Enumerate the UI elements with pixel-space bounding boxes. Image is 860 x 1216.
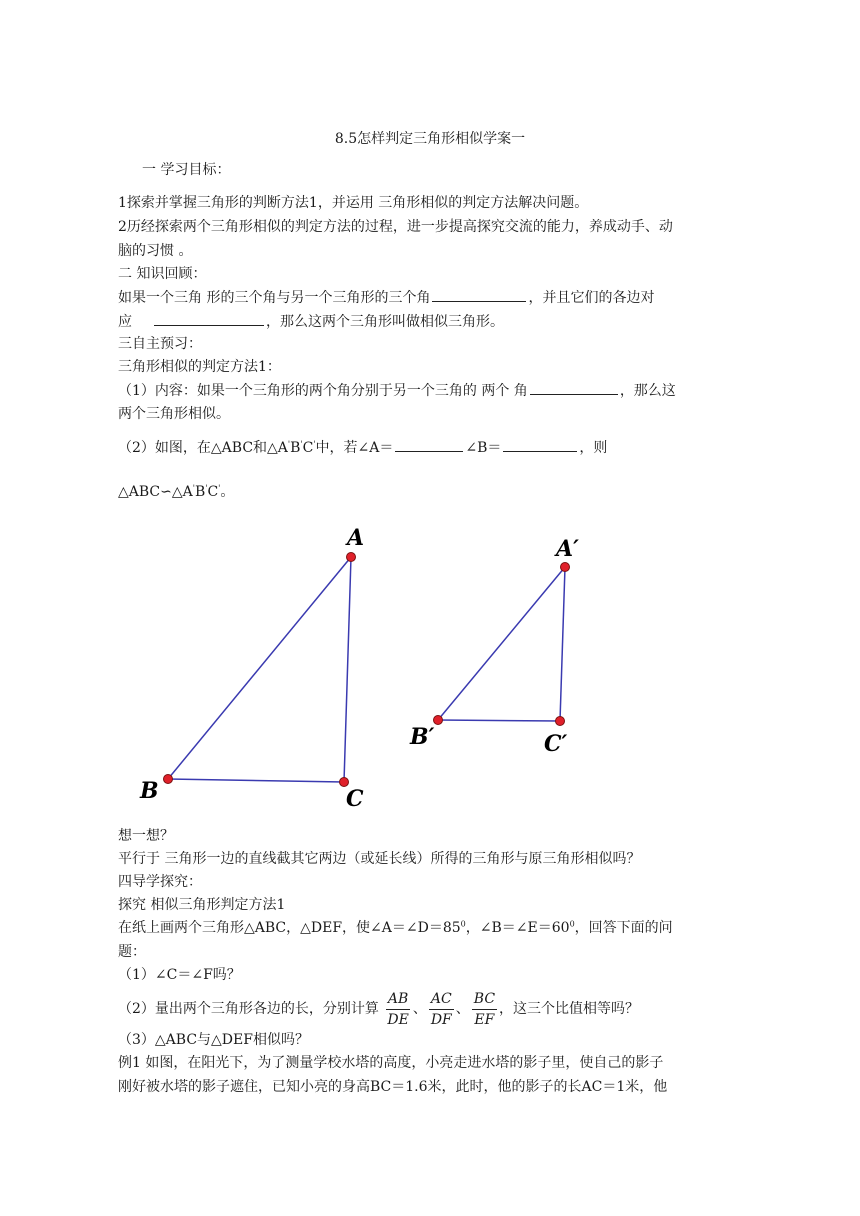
conclusion-text-3: C bbox=[207, 484, 219, 500]
degree-mark: 0 bbox=[460, 919, 466, 929]
point-b-prime bbox=[434, 716, 443, 725]
side-ac bbox=[344, 557, 351, 782]
review-line-1 bbox=[118, 287, 654, 308]
conclusion-line bbox=[118, 482, 234, 502]
fill-blank-4[interactable] bbox=[395, 437, 463, 452]
side-a-prime-b-prime bbox=[438, 567, 565, 720]
item-2-text-4: 中，若∠A＝ bbox=[315, 440, 394, 456]
conclusion-text-1: △ABC∽△A bbox=[118, 484, 193, 500]
draw-text-1: 在纸上画两个三角形△ABC，△DEF，使∠A＝∠D＝85 bbox=[118, 920, 461, 936]
fraction-numerator: AB bbox=[386, 989, 410, 1010]
label-a-prime: A′ bbox=[556, 536, 579, 562]
review-line-2 bbox=[118, 311, 504, 332]
item-2-text-1: （2）如图，在△ABC和△A bbox=[118, 440, 288, 456]
method-1-heading: 三角形相似的判定方法1： bbox=[118, 359, 281, 375]
draw-text-3: ，回答下面的问 bbox=[574, 920, 673, 936]
think-heading: 想一想？ bbox=[118, 828, 174, 844]
item-1-line-2: 两个三角形相似。 bbox=[118, 406, 230, 422]
draw-line-1 bbox=[118, 918, 673, 938]
item-2-text-6: ，则 bbox=[579, 440, 608, 456]
think-question: 平行于 三角形一边的直线截其它两边（或延长线）所得的三角形与原三角形相似吗？ bbox=[118, 851, 641, 867]
review-text-1: 如果一个三角 形的三个角与另一个三角形的三个角 bbox=[118, 290, 431, 306]
item-2-text-5: ∠B＝ bbox=[465, 440, 502, 456]
point-a bbox=[347, 553, 356, 562]
prime-mark: ' bbox=[300, 439, 303, 449]
point-a-prime bbox=[561, 563, 570, 572]
fraction-denominator: DF bbox=[430, 1011, 452, 1028]
side-bc bbox=[168, 779, 344, 782]
prime-mark: ' bbox=[205, 483, 208, 493]
item-2-text-2: B bbox=[290, 440, 301, 456]
draw-line-2: 题： bbox=[118, 944, 146, 960]
item-2-line bbox=[118, 437, 607, 458]
label-a: A bbox=[347, 525, 365, 551]
conclusion-text-4: 。 bbox=[220, 484, 235, 500]
side-a-prime-c-prime bbox=[560, 567, 565, 721]
label-c: C bbox=[346, 786, 364, 812]
item-1-line-1 bbox=[118, 380, 676, 401]
question-2 bbox=[118, 988, 639, 1030]
review-text-3: 应 bbox=[118, 314, 132, 330]
question-2-text-1: （2）量出两个三角形各边的长，分别计算 bbox=[118, 1001, 379, 1017]
label-c-prime: C′ bbox=[544, 731, 568, 757]
explore-heading: 探究 相似三角形判定方法1 bbox=[118, 897, 286, 913]
prime-mark: ' bbox=[192, 483, 195, 493]
question-1: （1）∠C＝∠F吗？ bbox=[118, 967, 241, 983]
draw-text-2: ，∠B＝∠E＝60 bbox=[465, 920, 570, 936]
fraction-numerator: AC bbox=[429, 989, 454, 1010]
prime-mark: ' bbox=[313, 439, 316, 449]
fill-blank-3[interactable] bbox=[530, 380, 618, 395]
fraction-numerator: BC bbox=[472, 989, 497, 1010]
fill-blank-5[interactable] bbox=[503, 437, 577, 452]
prime-mark: ' bbox=[287, 439, 291, 449]
section-4-heading: 四导学探究： bbox=[118, 874, 202, 890]
fraction-ac-df bbox=[429, 989, 454, 1030]
label-b-prime: B′ bbox=[410, 724, 435, 750]
fill-blank-1[interactable] bbox=[432, 287, 526, 302]
side-b-prime-c-prime bbox=[438, 720, 560, 721]
section-1-heading: 一 学习目标： bbox=[142, 162, 231, 178]
fraction-bc-ef bbox=[472, 989, 497, 1030]
separator: 、 bbox=[455, 1001, 470, 1017]
example-1-line-1: 例1 如图，在阳光下，为了测量学校水塔的高度，小亮走进水塔的影子里，使自己的影子 bbox=[118, 1055, 664, 1071]
review-text-4: ，那么这两个三角形叫做相似三角形。 bbox=[266, 314, 504, 330]
conclusion-text-2: B bbox=[194, 484, 206, 500]
degree-mark: 0 bbox=[569, 919, 575, 929]
fill-blank-2[interactable] bbox=[154, 311, 264, 326]
point-b bbox=[164, 775, 173, 784]
fraction-ab-de bbox=[385, 989, 410, 1030]
page-title: 8.5怎样判定三角形相似学案一 bbox=[334, 131, 526, 147]
goal-2-line-1: 2历经探索两个三角形相似的判定方法的过程，进一步提高探究交流的能力，养成动手、动 bbox=[118, 219, 673, 235]
prime-mark: ' bbox=[218, 483, 221, 493]
triangle-abc bbox=[139, 525, 364, 812]
section-2-heading: 二 知识回顾： bbox=[118, 266, 207, 282]
separator: 、 bbox=[412, 1001, 427, 1017]
fraction-denominator: EF bbox=[474, 1011, 495, 1028]
point-c-prime bbox=[556, 717, 565, 726]
item-2-text-3: C bbox=[302, 440, 314, 456]
label-b: B bbox=[140, 778, 159, 804]
goal-2-line-2: 脑的习惯 。 bbox=[118, 243, 193, 259]
triangle-figure bbox=[0, 510, 860, 820]
fraction-denominator: DE bbox=[387, 1011, 409, 1028]
item-1-text-2: ，那么这 bbox=[619, 383, 676, 399]
goal-1: 1探索并掌握三角形的判断方法1，并运用 三角形相似的判定方法解决问题。 bbox=[118, 195, 589, 211]
review-text-2: ，并且它们的各边对 bbox=[528, 290, 655, 306]
example-1-line-2: 刚好被水塔的影子遮住，已知小亮的身高BC＝1.6米，此时，他的影子的长AC＝1米，他 bbox=[118, 1079, 668, 1095]
item-1-text-1: （1）内容：如果一个三角形的两个角分别于另一个三角的 两个 角 bbox=[118, 383, 528, 399]
triangle-a-prime-b-prime-c-prime bbox=[409, 536, 579, 757]
side-ab bbox=[168, 557, 351, 779]
question-2-text-2: ，这三个比值相等吗？ bbox=[499, 1001, 640, 1017]
question-3: （3）△ABC与△DEF相似吗？ bbox=[118, 1032, 309, 1048]
section-3-heading: 三自主预习： bbox=[118, 336, 202, 352]
